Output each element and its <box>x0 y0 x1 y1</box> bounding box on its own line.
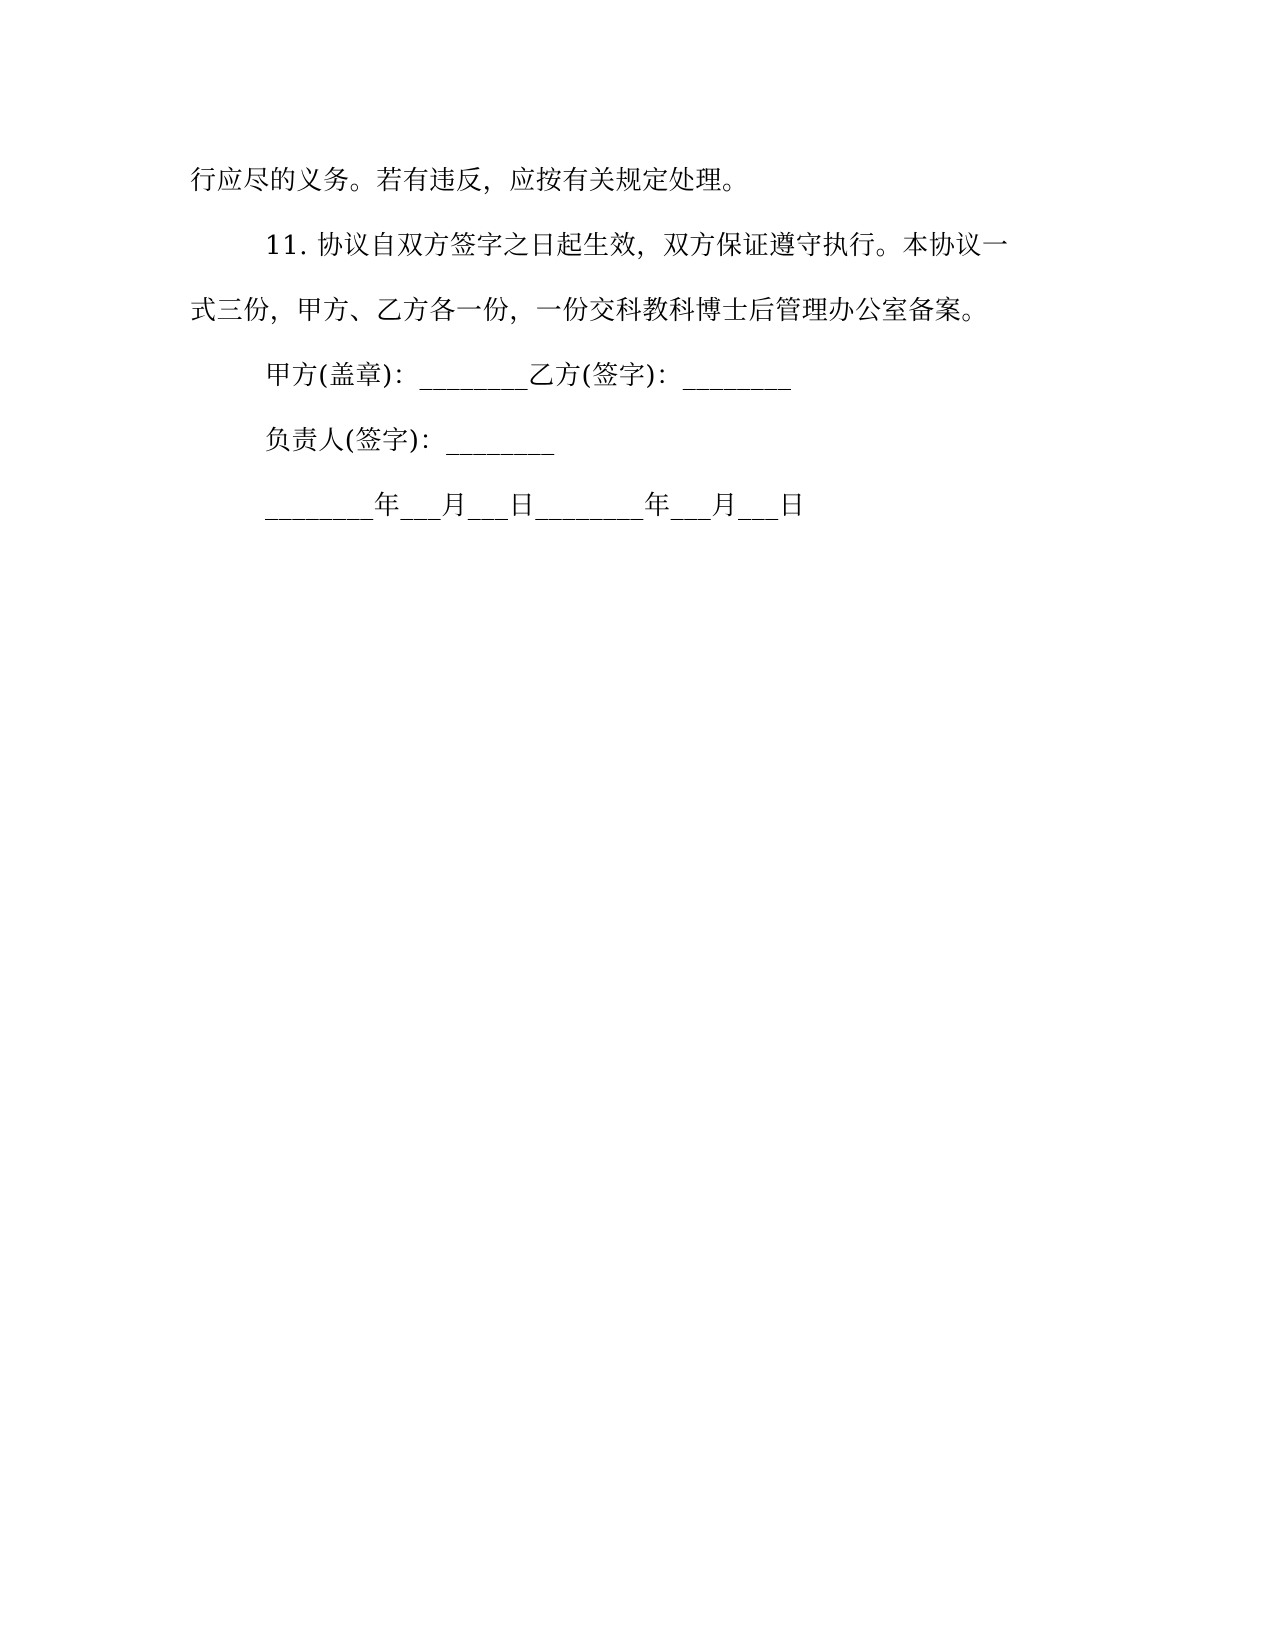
responsible-person-signature-line: 负责人(签字)：________ <box>265 426 555 456</box>
signature-party-line: 甲方(盖章)：________乙方(签字)：________ <box>265 361 792 391</box>
clause-11-line-1: 11. 协议自双方签字之日起生效，双方保证遵守执行。本协议一 <box>265 231 1009 261</box>
date-line: ________年___月___日________年___月___日 <box>265 491 806 521</box>
paragraph-10-continuation: 行应尽的义务。若有违反，应按有关规定处理。 <box>190 166 749 196</box>
clause-11-line-2: 式三份，甲方、乙方各一份，一份交科教科博士后管理办公室备案。 <box>190 296 989 326</box>
